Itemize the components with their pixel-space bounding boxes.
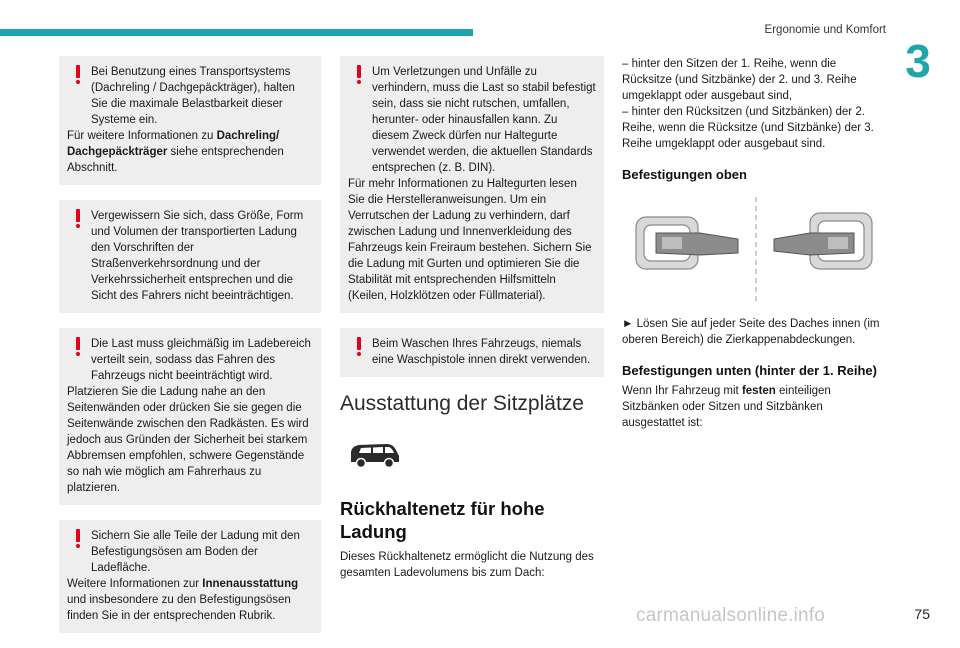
warning-box: [59, 328, 321, 505]
warning-text: Für mehr Informationen zu Haltegurten lesen Sie die Herstelleranweisungen. Um ein Verrutschen der Ladung zu verhindern, darf zwischen Ladung und Innenverkleidung des Fahrzeugs kein Freiraum bestehen. Sichern Sie die Ladung mit Gurten und optimieren Sie die Stabilität mit entsprechenden Hilfsmitteln (Keilen, Holzklötzen oder Füllmaterial).: [348, 178, 592, 302]
warning-icon: [75, 529, 80, 549]
warning-text: Beim Waschen Ihres Fahrzeugs, niemals eine Waschpistole innen direkt verwenden.: [372, 338, 591, 366]
list-item: – hinter den Rücksitzen (und Sitzbänken) der 2. Reihe, wenn die Rücksitze (und Sitzbänke) der 3. Reihe umgeklappt oder ausgebaut sind.: [622, 106, 874, 150]
van-icon: [347, 440, 401, 470]
accent-bar: [0, 29, 473, 36]
warning-icon: [75, 337, 80, 357]
warning-box: [340, 56, 604, 313]
warning-text: Die Last muss gleichmäßig im Ladebereich verteilt sein, sodass das Fahren des Fahrzeugs nicht beeinträchtigt wird.: [91, 338, 311, 382]
section-heading: Ausstattung der Sitzplätze: [340, 392, 584, 415]
section-title-net: Rückhaltenetz für hohe Ladung: [340, 498, 545, 542]
warning-box: [340, 328, 604, 377]
net-top-fixings-illustration: [622, 195, 887, 305]
section-title: Ergonomie und Komfort: [764, 24, 886, 36]
bottom-fixings-text: Wenn Ihr Fahrzeug mit festen einteiligen Sitzbänken oder Sitzen und Sitzbänken ausgestattet ist:: [622, 385, 831, 429]
warning-box: [59, 56, 321, 185]
heading-bottom-fixings: Befestigungen unten (hinter der 1. Reihe): [622, 363, 877, 378]
warning-text: Für weitere Informationen zu Dachreling/ Dachgepäckträger siehe entsprechenden Abschnitt.: [67, 130, 284, 174]
warning-text: Platzieren Sie die Ladung nahe an den Seitenwänden oder drücken Sie sie gegen die Seitenwände zwischen den Radkästen. Es wird jedoch aus Gründen der Sicherheit bei starkem Abbremsen empfohlen, schwere Gegenstände so nah wie möglich am Fahrerhaus zu platzieren.: [67, 386, 309, 494]
warning-box: [59, 200, 321, 313]
warning-text: Bei Benutzung eines Transportsystems (Dachreling / Dachgepäckträger), halten Sie die maximale Belastbarkeit dieser Systeme ein.: [91, 66, 295, 126]
warning-icon: [356, 65, 361, 85]
warning-text: Um Verletzungen und Unfälle zu verhindern, muss die Last so stabil befestigt sein, dass sie nicht rutschen, umfallen, herunter- oder hinausfallen kann. Zu diesem Zweck dürfen nur Haltegurte verwendet werden, die aktuellen Standards entsprechen (z. B. DIN).: [372, 66, 596, 174]
warning-text: Weitere Informationen zur Innenausstattung und insbesondere zu den Befestigungsösen finden Sie in der entsprechenden Rubrik.: [67, 578, 299, 622]
warning-icon: [75, 65, 80, 85]
footer-watermark: carmanualsonline.info: [636, 605, 826, 626]
warning-text: Vergewissern Sie sich, dass Größe, Form und Volumen der transportierten Ladung den Vorschriften der Straßenverkehrsordnung und der Verkehrssicherheit entsprechen und die Sicht des Fahrers nicht beeinträchtigen.: [91, 210, 304, 302]
instruction-step: ► Lösen Sie auf jeder Seite des Daches innen (im oberen Bereich) die Zierkappenabdeckungen.: [622, 318, 880, 346]
chapter-number: 3: [905, 35, 931, 87]
middle-column: [340, 56, 604, 581]
warning-text: Sichern Sie alle Teile der Ladung mit den Befestigungsösen am Boden der Ladefläche.: [91, 530, 300, 574]
left-column: [59, 56, 321, 648]
right-column: [622, 56, 887, 431]
intro-text: Dieses Rückhaltenetz ermöglicht die Nutzung des gesamten Ladevolumens bis zum Dach:: [340, 551, 594, 579]
page-number: 75: [914, 606, 930, 622]
warning-icon: [75, 209, 80, 229]
warning-icon: [356, 337, 361, 357]
warning-box: [59, 520, 321, 633]
heading-top-fixings: Befestigungen oben: [622, 167, 747, 182]
list-item: – hinter den Sitzen der 1. Reihe, wenn die Rücksitze (und Sitzbänke) der 2. und 3. Reihe umgeklappt oder ausgebaut sind,: [622, 58, 857, 102]
